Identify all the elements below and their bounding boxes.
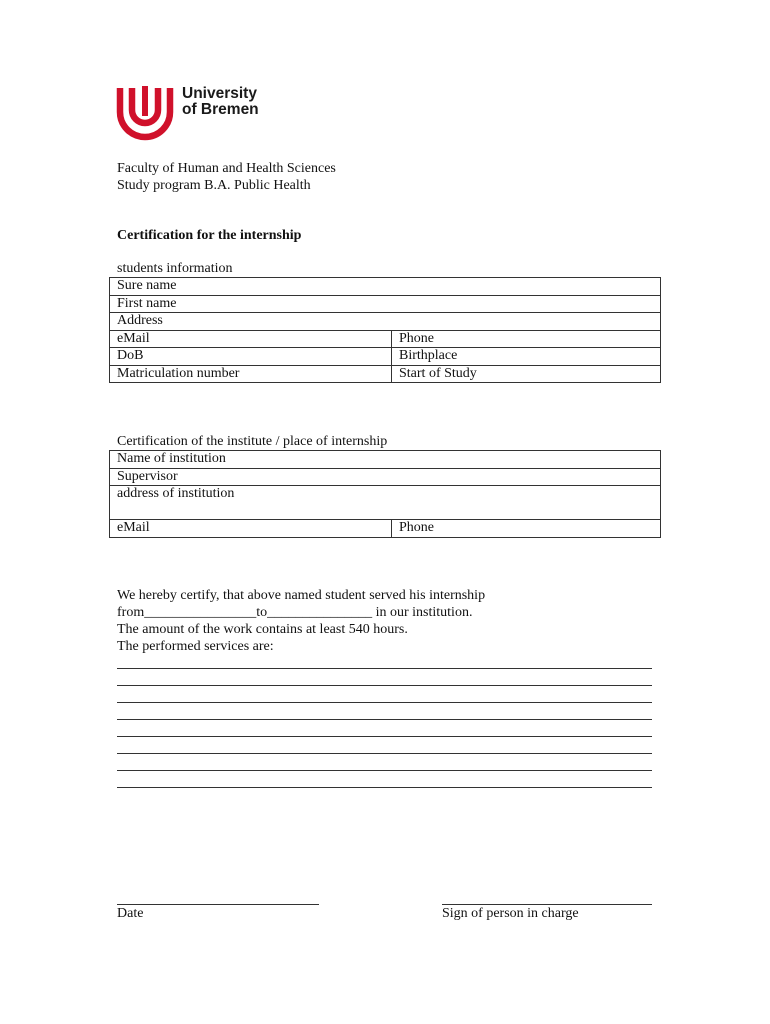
institution-address-field[interactable]: address of institution <box>110 486 661 520</box>
logo-line-1: University <box>182 85 257 102</box>
institute-section-label: Certification of the institute / place of internship <box>117 434 388 449</box>
services-line-3[interactable] <box>117 702 652 703</box>
student-phone-field[interactable]: Phone <box>392 330 661 348</box>
student-info-table <box>109 277 661 383</box>
services-line-2[interactable] <box>117 685 652 686</box>
services-line-7[interactable] <box>117 770 652 771</box>
date-signature-line[interactable] <box>117 904 319 905</box>
first-name-field[interactable]: First name <box>110 295 661 313</box>
services-line-5[interactable] <box>117 736 652 737</box>
institution-email-field[interactable]: eMail <box>110 520 392 538</box>
institution-phone-field[interactable]: Phone <box>392 520 661 538</box>
student-section-label: students information <box>117 261 233 276</box>
institution-name-field[interactable]: Name of institution <box>110 451 661 469</box>
university-of-bremen-logo-icon <box>116 86 174 144</box>
student-email-field[interactable]: eMail <box>110 330 392 348</box>
sign-label: Sign of person in charge <box>442 906 579 921</box>
services-line-6[interactable] <box>117 753 652 754</box>
certification-statement <box>117 587 485 655</box>
statement-line-2[interactable]: from________________to_______________ in our institution. <box>117 605 473 620</box>
faculty-header <box>117 160 336 194</box>
statement-line-3: The amount of the work contains at least 540 hours. <box>117 622 408 637</box>
services-line-8[interactable] <box>117 787 652 788</box>
dob-field[interactable]: DoB <box>110 348 392 366</box>
person-signature-line[interactable] <box>442 904 652 905</box>
matriculation-field[interactable]: Matriculation number <box>110 365 392 383</box>
logo-wordmark <box>182 86 259 118</box>
date-label: Date <box>117 906 144 921</box>
logo-line-2: of Bremen <box>182 101 259 118</box>
services-line-4[interactable] <box>117 719 652 720</box>
institute-info-table <box>109 450 661 538</box>
start-of-study-field[interactable]: Start of Study <box>392 365 661 383</box>
sure-name-field[interactable]: Sure name <box>110 278 661 296</box>
university-logo <box>116 86 259 144</box>
statement-line-1: We hereby certify, that above named student served his internship <box>117 588 486 603</box>
address-field[interactable]: Address <box>110 313 661 331</box>
study-program: Study program B.A. Public Health <box>117 178 311 193</box>
supervisor-field[interactable]: Supervisor <box>110 468 661 486</box>
birthplace-field[interactable]: Birthplace <box>392 348 661 366</box>
statement-line-4: The performed services are: <box>117 639 274 654</box>
faculty-name: Faculty of Human and Health Sciences <box>117 161 336 176</box>
services-line-1[interactable] <box>117 668 652 669</box>
page-title: Certification for the internship <box>117 228 302 243</box>
